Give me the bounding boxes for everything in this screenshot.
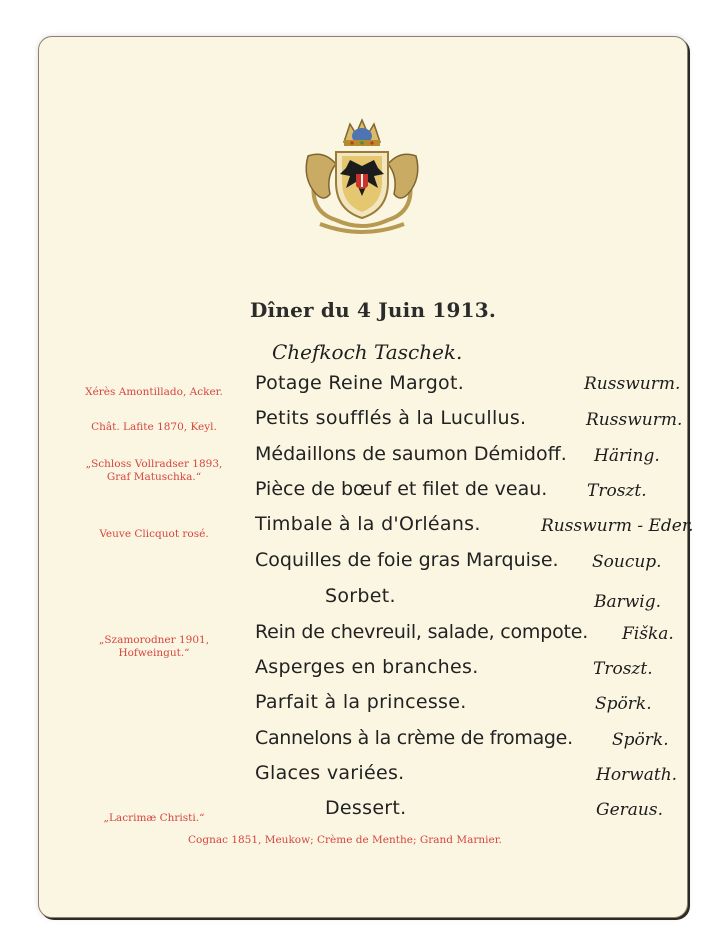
course-cook: Barwig. — [594, 592, 662, 612]
course-dish: Sorbet. — [325, 585, 396, 607]
course-cook: Spörk. — [595, 694, 652, 714]
course-cook: Soucup. — [592, 552, 662, 572]
chef-signature: Chefkoch Taschek. — [272, 340, 463, 364]
course-cook: Häring. — [594, 446, 660, 466]
course-dish: Timbale à la d'Orléans. — [255, 513, 481, 535]
menu-title: Dîner du 4 Juin 1913. — [250, 298, 497, 322]
course-cook: Horwath. — [596, 765, 678, 785]
course-dish: Petits soufflés à la Lucullus. — [255, 407, 527, 429]
course-cook: Troszt. — [593, 659, 653, 679]
wine-pairing: Veuve Clicquot rosé. — [99, 528, 209, 540]
wine-pairing: „Szamorodner 1901, Hofweingut.“ — [98, 634, 210, 659]
digestifs-line: Cognac 1851, Meukow; Crème de Menthe; Grand Marnier. — [188, 834, 502, 846]
course-dish: Parfait à la princesse. — [255, 691, 467, 713]
course-cook: Spörk. — [612, 730, 669, 750]
coat-of-arms-icon — [300, 116, 424, 238]
course-dish: Coquilles de foie gras Marquise. — [255, 549, 559, 571]
wine-pairing: „Lacrimæ Christi.“ — [103, 812, 205, 824]
course-cook: Fiška. — [622, 624, 674, 644]
course-dish: Pièce de bœuf et filet de veau. — [255, 478, 548, 500]
wine-pairing: Chât. Lafite 1870, Keyl. — [91, 421, 217, 433]
course-cook: Russwurm. — [586, 410, 683, 430]
course-dish: Potage Reine Margot. — [255, 372, 465, 394]
course-cook: Russwurm - Eder. — [541, 516, 694, 536]
course-dish: Médaillons de saumon Démidoff. — [255, 443, 567, 465]
course-dish: Rein de chevreuil, salade, compote. — [255, 621, 589, 643]
course-dish: Asperges en branches. — [255, 656, 479, 678]
wine-pairing: „Schloss Vollradser 1893, Graf Matuschka.“ — [85, 458, 223, 483]
wine-pairing: Xérès Amontillado, Acker. — [85, 386, 223, 398]
course-cook: Troszt. — [587, 481, 647, 501]
course-dish: Dessert. — [325, 797, 407, 819]
course-dish: Glaces variées. — [255, 762, 405, 784]
course-cook: Geraus. — [596, 800, 663, 820]
course-dish: Cannelons à la crème de fromage. — [255, 727, 573, 749]
course-cook: Russwurm. — [584, 374, 681, 394]
